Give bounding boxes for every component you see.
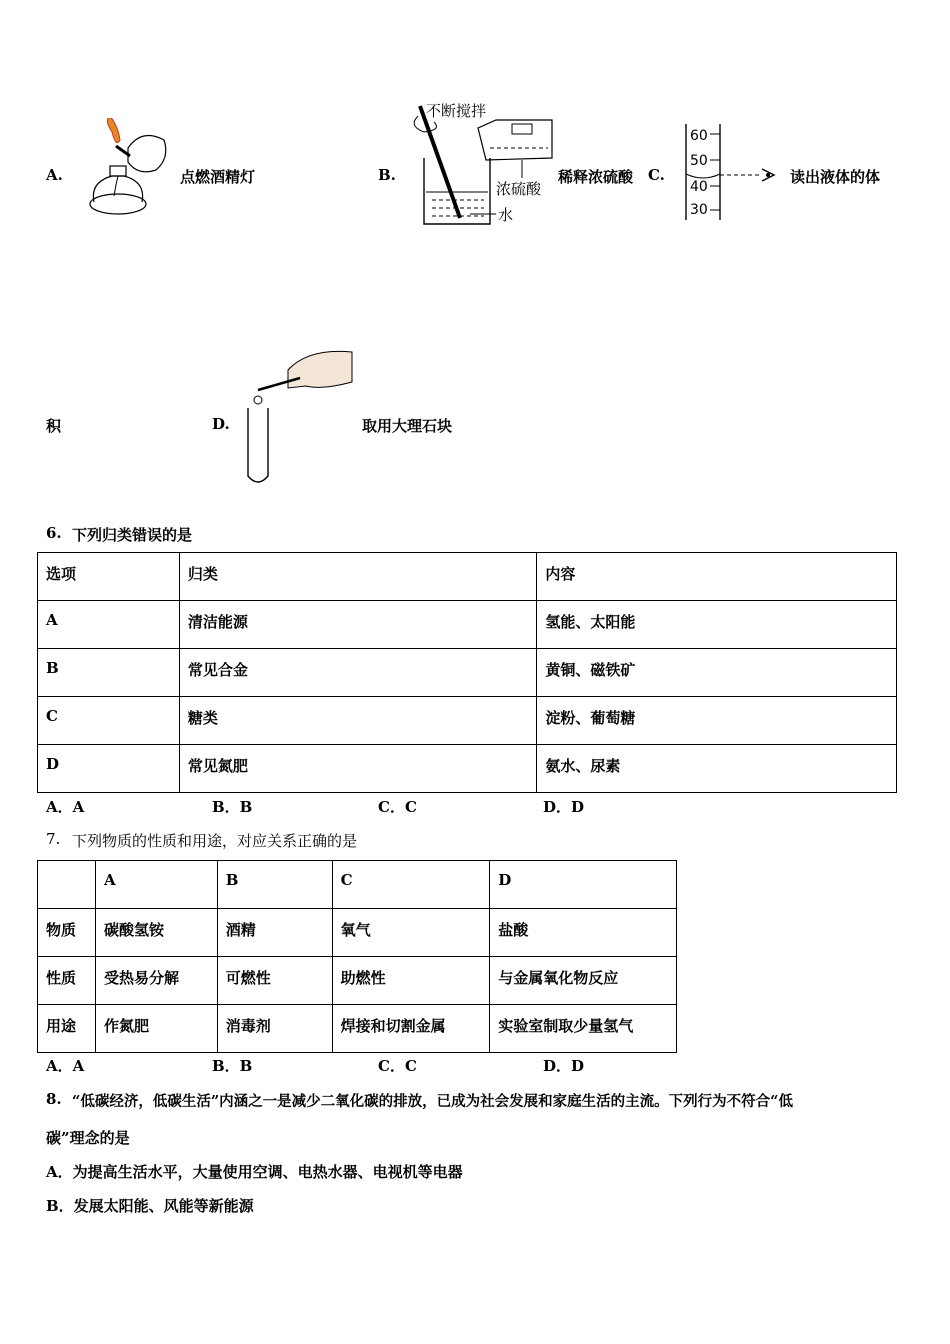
option-d-letter: D. (212, 415, 230, 433)
option-b-letter: B. (378, 166, 396, 184)
table-cell: A (38, 601, 180, 649)
q7-answer-d[interactable]: D．D (543, 1057, 585, 1075)
table-cell: 助燃性 (332, 957, 490, 1005)
table-cell: 氨水、尿素 (537, 745, 897, 793)
tick-50: 50 (690, 153, 708, 169)
q8-option-a[interactable]: A．为提高生活水平，大量使用空调、电热水器、电视机等电器 (46, 1163, 463, 1181)
q6-answer-d[interactable]: D．D (543, 798, 585, 816)
graduated-cylinder-figure (680, 122, 790, 222)
q6-answer-b[interactable]: B．B (212, 798, 253, 816)
table-cell: 淀粉、葡萄糖 (537, 697, 897, 745)
table-cell: 用途 (38, 1005, 96, 1053)
tick-60: 60 (690, 128, 708, 144)
table-row (38, 1005, 677, 1053)
test-tube-figure (244, 346, 356, 486)
table-cell: 焊接和切割金属 (332, 1005, 490, 1053)
table-cell: 碳酸氢铵 (95, 909, 217, 957)
table-cell: 可燃性 (217, 957, 332, 1005)
table-cell: 清洁能源 (179, 601, 537, 649)
table-header-row (38, 553, 897, 601)
q7-question: 下列物质的性质和用途，对应关系正确的是 (72, 832, 358, 850)
header-cell: C (332, 861, 490, 909)
table-header-row (38, 861, 677, 909)
q7-number: 7. (46, 830, 61, 848)
table-cell: B (38, 649, 180, 697)
table-cell: 消毒剂 (217, 1005, 332, 1053)
q6-answer-a[interactable]: A．A (46, 798, 85, 816)
q8-question-line1: “低碳经济，低碳生活”内涵之一是减少二氧化碳的排放，已成为社会发展和家庭生活的主流。下列行为不符合“低 (72, 1093, 794, 1110)
stir-label: 不断搅拌 (426, 102, 487, 120)
table-cell: 常见合金 (179, 649, 537, 697)
table-cell: 与金属氧化物反应 (490, 957, 677, 1005)
option-c-text-continued: 积 (46, 417, 62, 435)
table-cell: 性质 (38, 957, 96, 1005)
q8-option-b[interactable]: B．发展太阳能、风能等新能源 (46, 1197, 254, 1215)
option-a-text: 点燃酒精灯 (180, 168, 256, 186)
option-a-letter: A. (46, 166, 63, 184)
table-row (38, 649, 897, 697)
table-cell: 酒精 (217, 909, 332, 957)
q8-number: 8. (46, 1090, 62, 1108)
option-c-text: 读出液体的体 (790, 168, 881, 186)
table-row (38, 957, 677, 1005)
table-cell: 氧气 (332, 909, 490, 957)
option-b-text: 稀释浓硫酸 (558, 168, 634, 186)
header-cell: 选项 (38, 553, 180, 601)
header-cell: D (490, 861, 677, 909)
table-cell: 氢能、太阳能 (537, 601, 897, 649)
table-cell: 盐酸 (490, 909, 677, 957)
table-row (38, 697, 897, 745)
q7-answer-b[interactable]: B．B (212, 1057, 253, 1075)
header-cell: B (217, 861, 332, 909)
table-cell: C (38, 697, 180, 745)
q6-table (37, 552, 897, 793)
table-cell: 黄铜、磁铁矿 (537, 649, 897, 697)
table-row (38, 601, 897, 649)
table-row (38, 909, 677, 957)
q7-answer-a[interactable]: A．A (46, 1057, 85, 1075)
acid-label: 浓硫酸 (496, 180, 542, 198)
tick-40: 40 (690, 179, 708, 195)
table-cell: 常见氮肥 (179, 745, 537, 793)
option-d-text: 取用大理石块 (362, 417, 453, 435)
tick-30: 30 (690, 202, 708, 218)
dilute-acid-figure (404, 100, 556, 230)
header-cell: A (95, 861, 217, 909)
table-cell: 实验室制取少量氢气 (490, 1005, 677, 1053)
table-cell: D (38, 745, 180, 793)
table-cell: 糖类 (179, 697, 537, 745)
header-cell: 归类 (179, 553, 537, 601)
q6-question: 下列归类错误的是 (72, 526, 193, 544)
header-cell (38, 861, 96, 909)
option-c-letter: C. (648, 166, 665, 184)
table-cell: 作氮肥 (95, 1005, 217, 1053)
header-cell: 内容 (537, 553, 897, 601)
table-cell: 物质 (38, 909, 96, 957)
q7-answer-c[interactable]: C．C (378, 1057, 417, 1075)
alcohol-lamp-figure (72, 118, 172, 220)
table-cell: 受热易分解 (95, 957, 217, 1005)
table-row (38, 745, 897, 793)
q6-answer-c[interactable]: C．C (378, 798, 417, 816)
water-label: 水 (498, 206, 514, 224)
q8-question-line2: 碳”理念的是 (46, 1129, 130, 1147)
q6-number: 6. (46, 524, 62, 542)
q7-table (37, 860, 677, 1053)
